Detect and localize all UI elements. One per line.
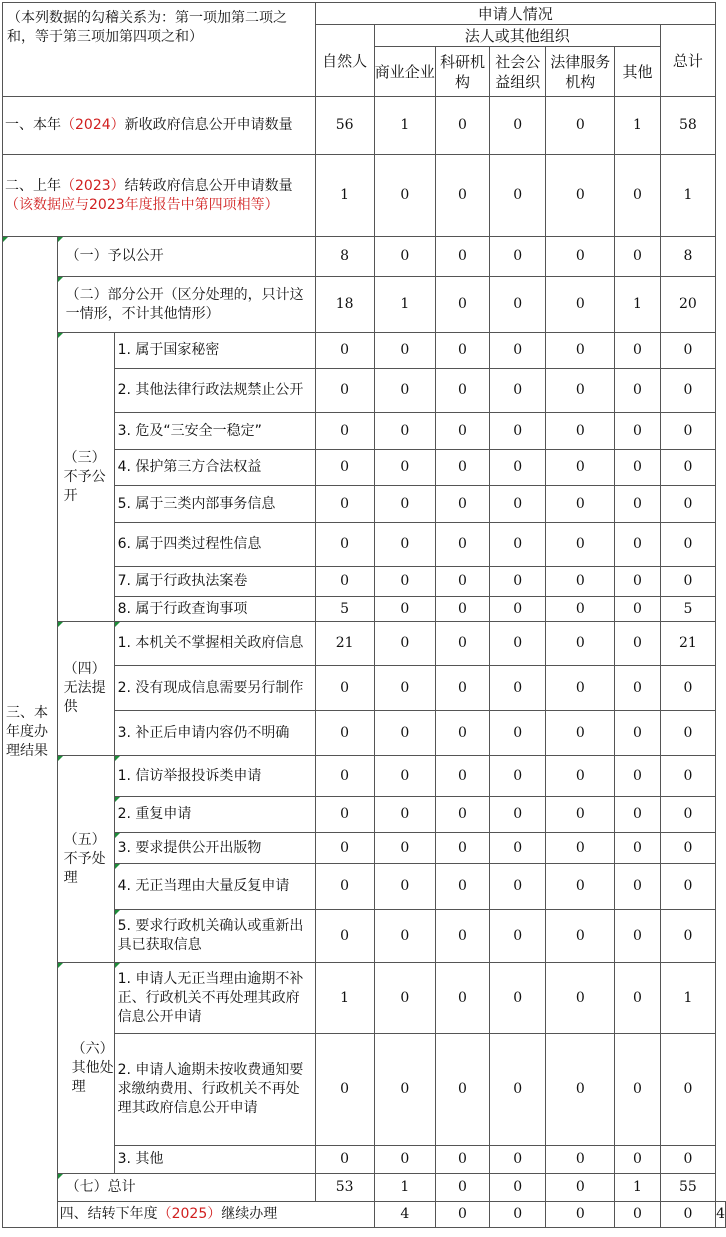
- cell-value: 0: [435, 1146, 489, 1174]
- cell-value: 18: [315, 277, 374, 333]
- cell-value: 0: [615, 833, 660, 864]
- cell-value: 1: [315, 963, 374, 1034]
- cell-value: 0: [435, 622, 489, 666]
- cell-value: 0: [660, 1202, 715, 1228]
- cell-value: 0: [546, 711, 615, 756]
- cell-value: 0: [315, 1034, 374, 1146]
- results-total-label: （七）总计: [57, 1174, 315, 1202]
- cell-value: 0: [546, 237, 615, 277]
- cell-value: 0: [490, 963, 546, 1034]
- cell-value: 4: [716, 1202, 726, 1228]
- cell-value: 0: [546, 155, 615, 237]
- cell-value: 0: [490, 369, 546, 413]
- cell-value: 0: [615, 910, 660, 963]
- cell-value: 0: [315, 864, 374, 910]
- cell-value: 0: [315, 450, 374, 486]
- cell-value: 0: [660, 567, 715, 597]
- cell-value: 0: [315, 486, 374, 523]
- cell-value: 4: [374, 1202, 435, 1228]
- cell-value: 0: [546, 97, 615, 155]
- cell-value: 0: [615, 567, 660, 597]
- cell-value: 55: [660, 1174, 715, 1202]
- cell-value: 0: [546, 910, 615, 963]
- cell-value: 0: [615, 622, 660, 666]
- cell-value: 0: [435, 486, 489, 523]
- cell-value: 0: [490, 910, 546, 963]
- cell-value: 0: [315, 1146, 374, 1174]
- cell-value: 0: [546, 333, 615, 369]
- cell-value: 0: [374, 711, 435, 756]
- cell-value: 0: [490, 597, 546, 622]
- cell-value: 0: [660, 711, 715, 756]
- cell-value: 0: [546, 413, 615, 450]
- cell-value: 0: [546, 1034, 615, 1146]
- cell-value: 0: [315, 833, 374, 864]
- cell-value: 0: [435, 567, 489, 597]
- noprocess-item-label: 1. 信访举报投诉类申请: [114, 756, 315, 797]
- cell-value: 0: [615, 486, 660, 523]
- cell-value: 0: [490, 450, 546, 486]
- cell-value: 1: [615, 277, 660, 333]
- deny-item-label: 8. 属于行政查询事项: [114, 597, 315, 622]
- cell-value: 0: [660, 450, 715, 486]
- cell-value: 21: [315, 622, 374, 666]
- cell-value: 0: [490, 1146, 546, 1174]
- cell-value: 0: [374, 910, 435, 963]
- header-other: 其他: [615, 47, 660, 97]
- cell-value: 0: [435, 597, 489, 622]
- cell-value: 0: [490, 666, 546, 711]
- cell-value: 0: [435, 864, 489, 910]
- header-total: 总计: [660, 25, 715, 97]
- cell-value: 0: [315, 369, 374, 413]
- cell-value: 53: [315, 1174, 374, 1202]
- cell-value: 0: [435, 413, 489, 450]
- header-business: 商业企业: [374, 47, 435, 97]
- cell-value: 0: [546, 797, 615, 833]
- header-legal-or-other: 法人或其他组织: [374, 25, 660, 47]
- cell-value: 0: [490, 97, 546, 155]
- cell-value: 0: [315, 666, 374, 711]
- cell-value: 0: [435, 333, 489, 369]
- cell-value: 0: [615, 797, 660, 833]
- cell-value: 0: [660, 910, 715, 963]
- cell-value: 0: [490, 333, 546, 369]
- cell-value: 0: [660, 864, 715, 910]
- cell-value: 0: [615, 237, 660, 277]
- cell-value: 0: [435, 797, 489, 833]
- cell-value: 0: [615, 597, 660, 622]
- cell-value: 5: [660, 597, 715, 622]
- other-process-label: （六）其他处理: [57, 963, 114, 1174]
- grant-label: （一）予以公开: [57, 237, 315, 277]
- cell-value: 0: [546, 597, 615, 622]
- cell-value: 0: [490, 1034, 546, 1146]
- cell-value: 0: [374, 1034, 435, 1146]
- cell-value: 1: [615, 97, 660, 155]
- cell-value: 0: [374, 622, 435, 666]
- cell-value: 0: [546, 277, 615, 333]
- cell-value: 0: [315, 797, 374, 833]
- header-research: 科研机构: [435, 47, 489, 97]
- unable-item-label: 3. 补正后申请内容仍不明确: [114, 711, 315, 756]
- gov-info-disclosure-table: [2, 2, 726, 1228]
- deny-item-label: 3. 危及“三安全一稳定”: [114, 413, 315, 450]
- unable-label: （四）无法提供: [57, 622, 114, 756]
- cell-value: 0: [615, 155, 660, 237]
- cell-value: 0: [660, 1034, 715, 1146]
- cell-value: 0: [435, 711, 489, 756]
- cell-value: 0: [546, 1174, 615, 1202]
- cell-value: 0: [374, 369, 435, 413]
- cell-value: 0: [435, 277, 489, 333]
- cell-value: 8: [660, 237, 715, 277]
- cell-value: 0: [435, 756, 489, 797]
- cell-value: 0: [615, 413, 660, 450]
- cell-value: 0: [374, 756, 435, 797]
- cell-value: 0: [315, 756, 374, 797]
- cell-value: 0: [315, 523, 374, 567]
- deny-item-label: 6. 属于四类过程性信息: [114, 523, 315, 567]
- cell-value: 0: [490, 486, 546, 523]
- cell-value: 0: [615, 963, 660, 1034]
- cell-value: 0: [490, 567, 546, 597]
- noprocess-item-label: 2. 重复申请: [114, 797, 315, 833]
- cell-value: 0: [660, 369, 715, 413]
- header-legal-service: 法律服务机构: [546, 47, 615, 97]
- cell-value: 0: [546, 1202, 615, 1228]
- row-carry-forward-label: 四、结转下年度（2025）继续办理: [57, 1202, 374, 1228]
- cell-value: 0: [660, 666, 715, 711]
- deny-label: （三）不予公开: [57, 333, 114, 622]
- cell-value: 0: [546, 1146, 615, 1174]
- cell-value: 0: [615, 1202, 660, 1228]
- cell-value: 0: [490, 155, 546, 237]
- cell-value: 0: [490, 413, 546, 450]
- other-item-label: 3. 其他: [114, 1146, 315, 1174]
- cell-value: 0: [435, 666, 489, 711]
- cell-value: 58: [660, 97, 715, 155]
- cell-value: 0: [660, 756, 715, 797]
- cell-value: 0: [435, 97, 489, 155]
- cell-value: 0: [615, 711, 660, 756]
- cell-value: 0: [546, 756, 615, 797]
- cell-value: 0: [435, 155, 489, 237]
- cell-value: 0: [615, 756, 660, 797]
- cell-value: 0: [490, 711, 546, 756]
- header-natural-person: 自然人: [315, 25, 374, 97]
- unable-item-label: 1. 本机关不掌握相关政府信息: [114, 622, 315, 666]
- cell-value: 0: [435, 833, 489, 864]
- row-new-applications-label: 一、本年（2024）新收政府信息公开申请数量: [3, 97, 316, 155]
- cell-value: 0: [315, 567, 374, 597]
- noprocess-label: （五）不予处理: [57, 756, 114, 963]
- cell-value: 0: [660, 1146, 715, 1174]
- cell-value: 0: [435, 910, 489, 963]
- cell-value: 0: [374, 1146, 435, 1174]
- deny-item-label: 1. 属于国家秘密: [114, 333, 315, 369]
- cell-value: 1: [615, 1174, 660, 1202]
- deny-item-label: 5. 属于三类内部事务信息: [114, 486, 315, 523]
- cell-value: 0: [490, 833, 546, 864]
- cell-value: 0: [490, 1202, 546, 1228]
- cell-value: 0: [615, 333, 660, 369]
- cell-value: 0: [435, 450, 489, 486]
- cell-value: 0: [435, 963, 489, 1034]
- cell-value: 1: [660, 963, 715, 1034]
- deny-item-label: 4. 保护第三方合法权益: [114, 450, 315, 486]
- cell-value: 0: [435, 1202, 489, 1228]
- cell-value: 5: [315, 597, 374, 622]
- cell-value: 8: [315, 237, 374, 277]
- cell-value: 0: [546, 486, 615, 523]
- unable-item-label: 2. 没有现成信息需要另行制作: [114, 666, 315, 711]
- cell-value: 0: [435, 237, 489, 277]
- cell-value: 0: [374, 237, 435, 277]
- cell-value: 0: [490, 797, 546, 833]
- cell-value: 0: [660, 797, 715, 833]
- noprocess-item-label: 4. 无正当理由大量反复申请: [114, 864, 315, 910]
- cell-value: 56: [315, 97, 374, 155]
- cell-value: 1: [315, 155, 374, 237]
- cell-value: 0: [490, 1174, 546, 1202]
- header-social-welfare: 社会公益组织: [490, 47, 546, 97]
- cell-value: 0: [546, 523, 615, 567]
- cell-value: 1: [660, 155, 715, 237]
- cell-value: 0: [374, 597, 435, 622]
- cell-value: 0: [546, 369, 615, 413]
- cell-value: 0: [315, 711, 374, 756]
- cell-value: 1: [374, 1174, 435, 1202]
- cell-value: 0: [615, 1146, 660, 1174]
- cell-value: 0: [315, 910, 374, 963]
- cell-value: 0: [374, 523, 435, 567]
- cell-value: 0: [315, 333, 374, 369]
- cell-value: 0: [490, 523, 546, 567]
- cell-value: 0: [374, 413, 435, 450]
- cell-value: 0: [660, 833, 715, 864]
- cell-value: 0: [546, 666, 615, 711]
- cell-value: 0: [660, 523, 715, 567]
- cell-value: 0: [374, 666, 435, 711]
- section-results-label: 三、本年度办理结果: [3, 237, 58, 1228]
- cell-value: 0: [374, 486, 435, 523]
- cell-value: 0: [660, 486, 715, 523]
- cell-value: 0: [546, 864, 615, 910]
- cell-value: 0: [315, 413, 374, 450]
- cell-value: 0: [615, 369, 660, 413]
- cell-value: 0: [490, 756, 546, 797]
- cell-value: 0: [615, 1034, 660, 1146]
- cell-value: 0: [374, 155, 435, 237]
- cell-value: 20: [660, 277, 715, 333]
- cell-value: 0: [374, 963, 435, 1034]
- cell-value: 0: [546, 963, 615, 1034]
- cell-value: 0: [615, 666, 660, 711]
- cell-value: 0: [490, 237, 546, 277]
- cell-value: 0: [615, 864, 660, 910]
- noprocess-item-label: 3. 要求提供公开出版物: [114, 833, 315, 864]
- cell-value: 0: [660, 413, 715, 450]
- cell-value: 0: [546, 450, 615, 486]
- cell-value: 0: [374, 333, 435, 369]
- cell-value: 0: [615, 450, 660, 486]
- cell-value: 0: [490, 864, 546, 910]
- cell-value: 0: [435, 523, 489, 567]
- cell-value: 0: [435, 369, 489, 413]
- other-item-label: 1. 申请人无正当理由逾期不补正、行政机关不再处理其政府信息公开申请: [114, 963, 315, 1034]
- cell-value: 0: [374, 567, 435, 597]
- cell-value: 0: [546, 622, 615, 666]
- noprocess-item-label: 5. 要求行政机关确认或重新出具已获取信息: [114, 910, 315, 963]
- cell-value: 0: [374, 833, 435, 864]
- cell-value: 0: [660, 333, 715, 369]
- cell-value: 0: [615, 523, 660, 567]
- deny-item-label: 7. 属于行政执法案卷: [114, 567, 315, 597]
- cell-value: 0: [490, 277, 546, 333]
- cell-value: 21: [660, 622, 715, 666]
- cell-value: 1: [374, 97, 435, 155]
- cell-value: 0: [490, 622, 546, 666]
- cell-value: 1: [374, 277, 435, 333]
- header-applicant-info: 申请人情况: [315, 3, 716, 25]
- cell-value: 0: [374, 797, 435, 833]
- cell-value: 0: [546, 567, 615, 597]
- cell-value: 0: [435, 1174, 489, 1202]
- cell-value: 0: [435, 1034, 489, 1146]
- header-note: （本列数据的勾稽关系为：第一项加第二项之和，等于第三项加第四项之和）: [3, 3, 316, 97]
- partial-label: （二）部分公开（区分处理的，只计这一情形，不计其他情形）: [57, 277, 315, 333]
- deny-item-label: 2. 其他法律行政法规禁止公开: [114, 369, 315, 413]
- cell-value: 0: [546, 833, 615, 864]
- cell-value: 0: [374, 864, 435, 910]
- other-item-label: 2. 申请人逾期未按收费通知要求缴纳费用、行政机关不再处理其政府信息公开申请: [114, 1034, 315, 1146]
- row-carried-over-label: 二、上年（2023）结转政府信息公开申请数量（该数据应与2023年度报告中第四项相等）: [3, 155, 316, 237]
- cell-value: 0: [374, 450, 435, 486]
